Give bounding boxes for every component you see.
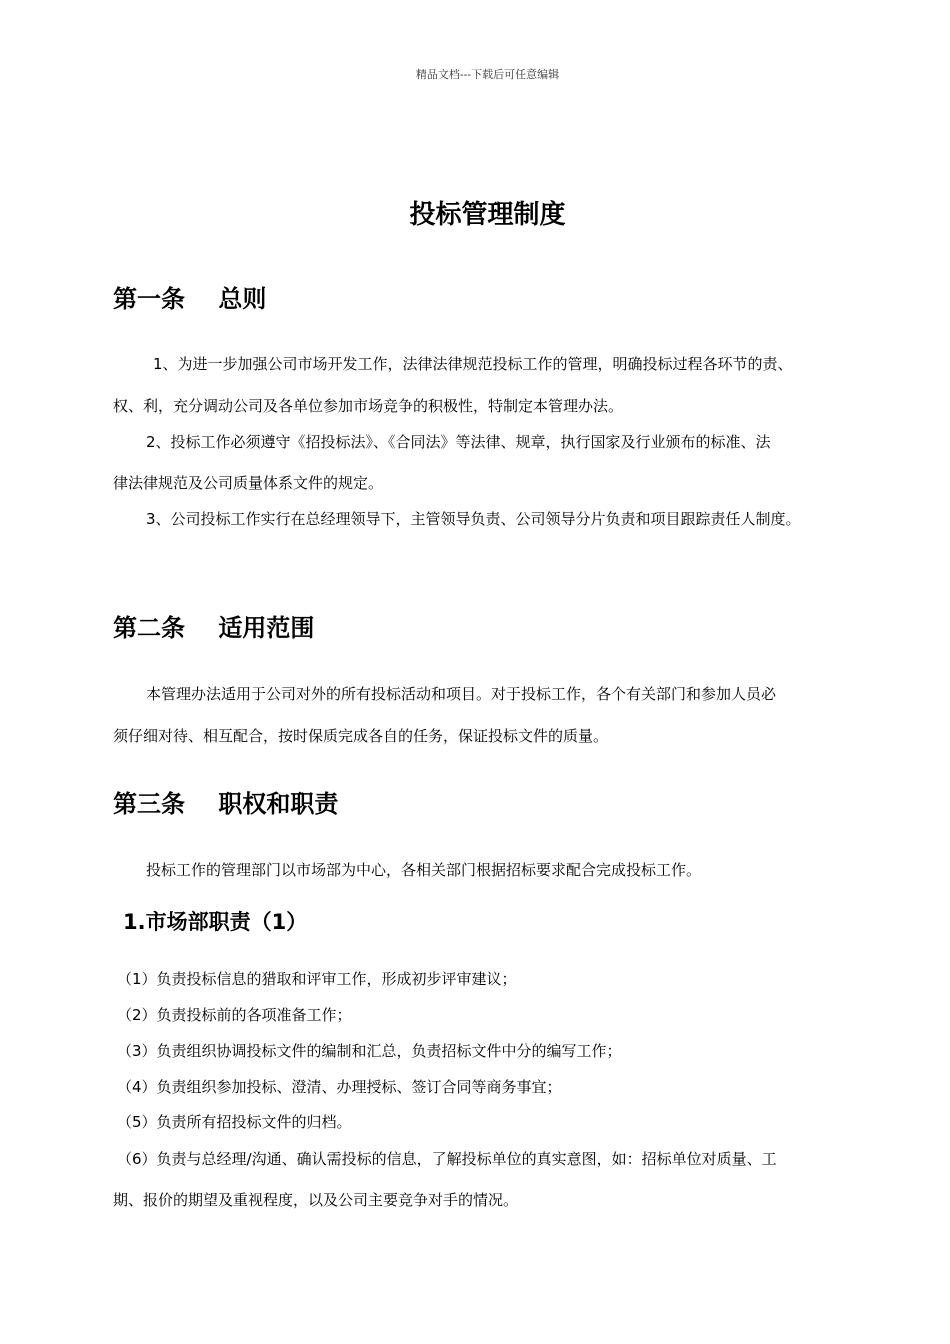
section-heading-scope: 第二条 适用范围 <box>113 614 315 642</box>
list-item: （3）负责组织协调投标文件的编制和汇总，负责招标文件中分的编写工作； <box>117 1042 622 1060</box>
list-item: （5）负责所有招投标文件的归档。 <box>117 1113 352 1131</box>
list-item-continuation: 期、报价的期望及重视程度，以及公司主要竞争对手的情况。 <box>113 1191 519 1209</box>
paragraph-line: 3、公司投标工作实行在总经理领导下，主管领导负责、公司领导分片负责和项目跟踪责任人制度。 <box>146 510 801 528</box>
section-heading-general: 第一条 总则 <box>113 285 267 313</box>
paragraph-line: 1、为进一步加强公司市场开发工作，法律法律规范投标工作的管理，明确投标过程各环节的责、 <box>153 355 793 373</box>
list-item: （1）负责投标信息的猎取和评审工作，形成初步评审建议； <box>117 970 517 988</box>
list-item: （6）负责与总经理/沟通、确认需投标的信息，了解投标单位的真实意图，如：招标单位对质量、工 <box>117 1150 777 1168</box>
paragraph-line: 权、利，充分调动公司及各单位参加市场竞争的积极性，特制定本管理办法。 <box>113 397 624 415</box>
subsection-heading-marketing: 1.市场部职责（1） <box>123 910 308 934</box>
list-item: （4）负责组织参加投标、澄清、办理授标、签订合同等商务事宜； <box>117 1078 562 1096</box>
paragraph-line: 律法律规范及公司质量体系文件的规定。 <box>113 474 384 492</box>
paragraph-line: 本管理办法适用于公司对外的所有投标活动和项目。对于投标工作，各个有关部门和参加人员必 <box>146 685 777 703</box>
list-item: （2）负责投标前的各项准备工作； <box>117 1006 352 1024</box>
document-title: 投标管理制度 <box>409 200 566 230</box>
paragraph-line: 须仔细对待、相互配合，按时保质完成各自的任务，保证投标文件的质量。 <box>113 727 609 745</box>
paragraph-line: 投标工作的管理部门以市场部为中心，各相关部门根据招标要求配合完成投标工作。 <box>146 861 702 879</box>
section-heading-duties: 第三条 职权和职责 <box>113 790 339 818</box>
header-note: 精品文档---下载后可任意编辑 <box>415 68 560 81</box>
paragraph-line: 2、投标工作必须遵守《招投标法》、《合同法》等法律、规章，执行国家及行业颁布的标准、法 <box>146 433 771 451</box>
